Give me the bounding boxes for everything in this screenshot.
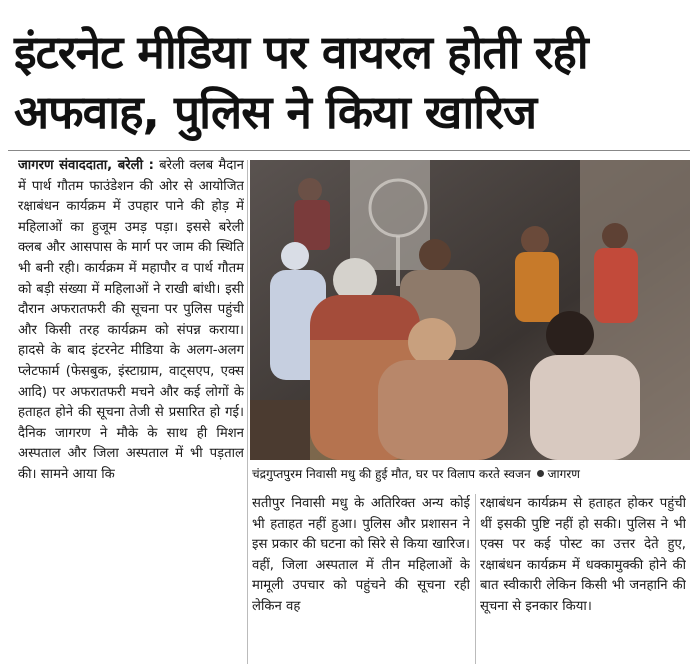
news-photo	[250, 160, 690, 460]
headline	[14, 22, 686, 142]
byline: जागरण संवाददाता, बरेली :	[18, 158, 154, 173]
article-text-2: सतीपुर निवासी मधु के अतिरिक्त अन्य कोई भी हताहत नहीं हुआ। पुलिस और प्रशासन ने इस प्रकार की घटना को सिरे से किया खारिज। वहीं, जिला अस्पताल में तीन महिलाओं के मामूली उपचार को पहुंचने की सूचना रही लेकिन वह	[252, 496, 470, 614]
mourning-family-photo	[250, 160, 690, 460]
bullet-icon	[537, 470, 544, 477]
caption-text: चंद्रगुप्तपुरम निवासी मधु की हुई मौत, घर पर विलाप करते स्वजन	[252, 467, 531, 481]
article-column-3	[480, 494, 686, 664]
article-column-2	[252, 494, 470, 664]
article-text-1: बरेली क्लब मैदान में पार्थ गौतम फाउंडेशन की ओर से आयोजित रक्षाबंधन कार्यक्रम में उपहार पाने की होड़ में महिलाओं का हुजूम उमड़ पड़ा। इससे बरेली क्लब और आसपास के मार्ग पर जाम की स्थिति भी बनी रही। कार्यक्रम में महापौर व पार्थ गौतम को बड़ी संख्या में महिलाओं ने राखी बांधी। इसी दौरान अफरातफरी की सूचना पर पुलिस पहुंची और किसी तरह कार्यक्रम को संपन्न कराया। हादसे के बाद इंटरनेट मीडिया के अलग-अलग प्लेटफार्म (फेसबुक, इंस्टाग्राम, वाट्सएप, एक्स आदि) पर अफरातफरी मचने और कई लोगों के हताहत होने की सूचना तेजी से प्रसारित हो गई। दैनिक जागरण ने मौके के साथ ही मिशन अस्पताल और जिला अस्पताल में भी पड़ताल की। सामने आया कि	[18, 158, 244, 482]
column-divider	[247, 160, 248, 664]
headline-line-1: इंटरनेट मीडिया पर वायरल होती रही	[14, 25, 588, 79]
photo-credit: जागरण	[547, 467, 580, 481]
column-divider	[475, 494, 476, 664]
headline-line-2: अफवाह, पुलिस ने किया खारिज	[14, 85, 537, 139]
article-column-1	[18, 156, 244, 664]
article-text-3: रक्षाबंधन कार्यक्रम से हताहत होकर पहुंची थीं इसकी पुष्टि नहीं हो सकी। पुलिस ने भी एक्स पर कई पोस्ट का उत्तर देते हुए, रक्षाबंधन कार्यक्रम में धक्कामुक्की होने की बात स्वीकारी लेकिन किसी भी जनहानि की सूचना से इनकार किया।	[480, 496, 686, 614]
photo-caption	[252, 464, 688, 484]
headline-divider	[8, 150, 690, 151]
